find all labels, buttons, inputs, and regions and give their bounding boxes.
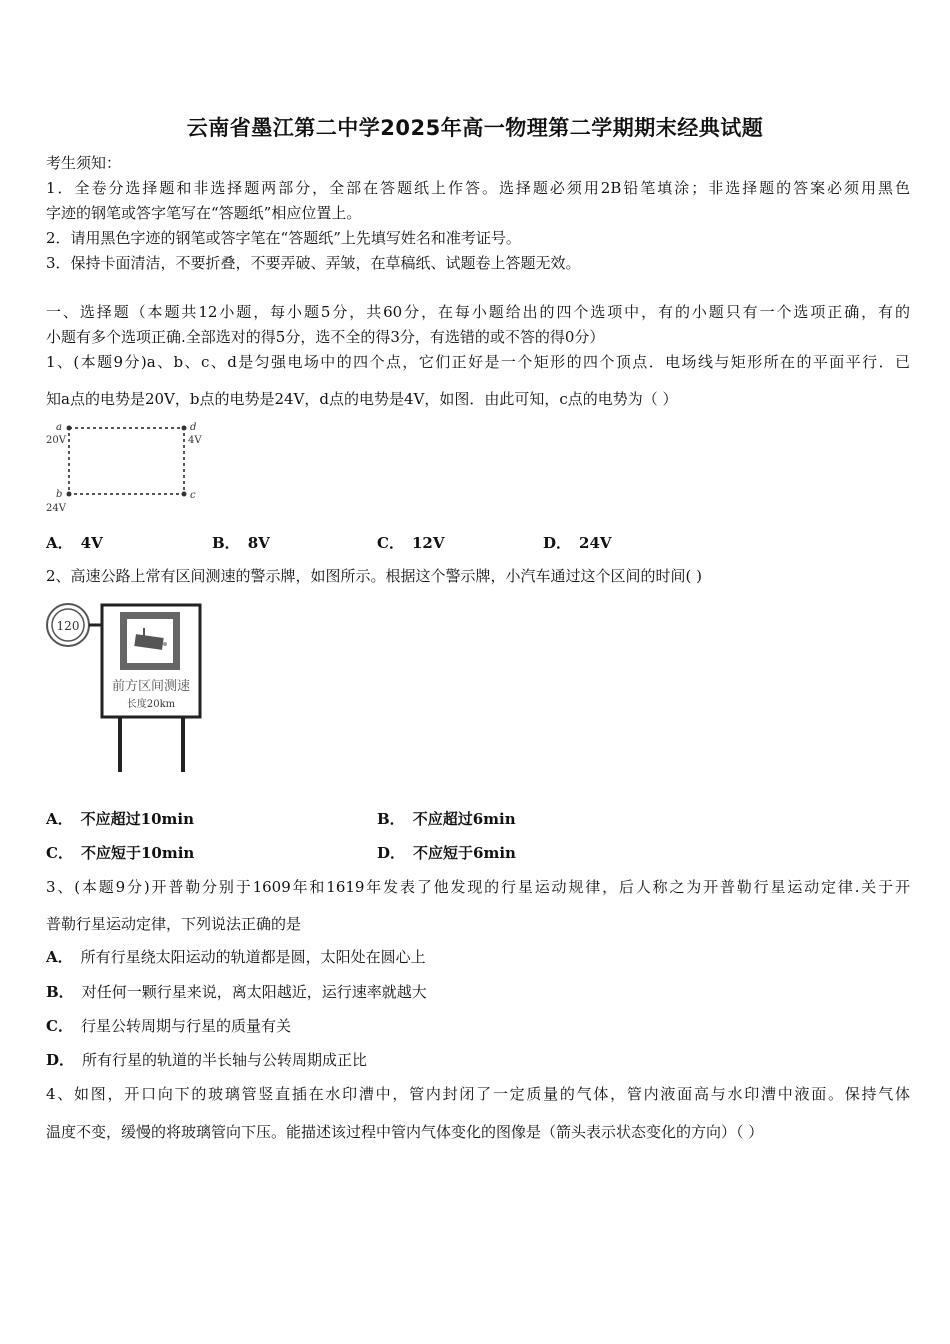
speed-camera-sign xyxy=(44,600,214,776)
page-title: 云南省墨江第二中学2025年高一物理第二学期期末经典试题 xyxy=(186,116,764,140)
option-a[interactable]: A． 所有行星绕太阳运动的轨道都是圆，太阳处在圆心上 xyxy=(46,948,426,966)
question-3-text: 3、(本题9分)开普勒分别于1609年和1619年发表了他发现的行星运动规律，后人称之为开普勒行星运动定律.关于开 xyxy=(46,878,910,896)
speed-limit-value: 120 xyxy=(56,619,80,633)
section-header: 小题有多个选项正确.全部选对的得5分，选不全的得3分，有选错的或不答的得0分） xyxy=(46,328,605,346)
point-c-label: c xyxy=(190,490,196,501)
question-4-text: 温度不变，缓慢的将玻璃管向下压。能描述该过程中管内气体变化的图像是（箭头表示状态变化的方向）（ ） xyxy=(46,1123,764,1141)
option-b[interactable]: B． 不应超过6min xyxy=(377,810,516,828)
sign-main-text: 前方区间测速 xyxy=(111,679,191,694)
point-d-value: 4V xyxy=(188,435,202,446)
point-a-value: 20V xyxy=(46,435,66,446)
option-d[interactable]: D． 不应短于6min xyxy=(377,844,516,862)
option-a[interactable]: A． 不应超过10min xyxy=(46,810,194,828)
option-b[interactable]: B． 对任何一颗行星来说，离太阳越近，运行速率就越大 xyxy=(46,983,427,1001)
question-3-text: 普勒行星运动定律，下列说法正确的是 xyxy=(46,915,302,933)
option-d[interactable]: D． 所有行星的轨道的半长轴与公转周期成正比 xyxy=(46,1051,368,1069)
sign-sub-text: 长度20km xyxy=(126,699,176,710)
notice-item: 3．保持卡面清洁，不要折叠，不要弄破、弄皱，在草稿纸、试题卷上答题无效。 xyxy=(46,254,581,272)
point-a-label: a xyxy=(56,422,62,433)
notice-heading: 考生须知： xyxy=(46,154,122,172)
option-c[interactable]: C． 不应短于10min xyxy=(46,844,195,862)
notice-item: 字迹的钢笔或答字笔写在“答题纸”相应位置上。 xyxy=(46,204,362,222)
question-2-text: 2、高速公路上常有区间测速的警示牌，如图所示。根据这个警示牌，小汽车通过这个区间的时间( ) xyxy=(46,567,703,585)
section-header: 一、选择题（本题共12小题，每小题5分，共60分，在每小题给出的四个选项中，有的小题只有一个选项正确，有的 xyxy=(46,303,910,321)
option-d[interactable]: D． 24V xyxy=(543,534,612,552)
option-c[interactable]: C． 12V xyxy=(377,534,445,552)
option-c[interactable]: C． 行星公转周期与行星的质量有关 xyxy=(46,1017,291,1035)
question-1-text: 知a点的电势是20V，b点的电势是24V，d点的电势是4V，如图．由此可知，c点的电势为（ ） xyxy=(46,390,678,408)
option-b[interactable]: B． 8V xyxy=(212,534,270,552)
rectangle-figure xyxy=(44,419,214,519)
option-a[interactable]: A． 4V xyxy=(46,534,103,552)
point-d-label: d xyxy=(190,422,197,433)
notice-item: 2．请用黑色字迹的钢笔或答字笔在“答题纸”上先填写姓名和准考证号。 xyxy=(46,229,521,247)
question-1-text: 1、(本题9分)a、b、c、d是匀强电场中的四个点，它们正好是一个矩形的四个顶点．电场线与矩形所在的平面平行．已 xyxy=(46,353,910,371)
point-b-value: 24V xyxy=(46,503,66,514)
notice-item: 1．全卷分选择题和非选择题两部分，全部在答题纸上作答。选择题必须用2B铅笔填涂；非选择题的答案必须用黑色 xyxy=(46,179,910,197)
point-b-label: b xyxy=(56,489,63,500)
question-4-text: 4、如图，开口向下的玻璃管竖直插在水印漕中，管内封闭了一定质量的气体，管内液面高与水印漕中液面。保持气体 xyxy=(46,1085,910,1103)
